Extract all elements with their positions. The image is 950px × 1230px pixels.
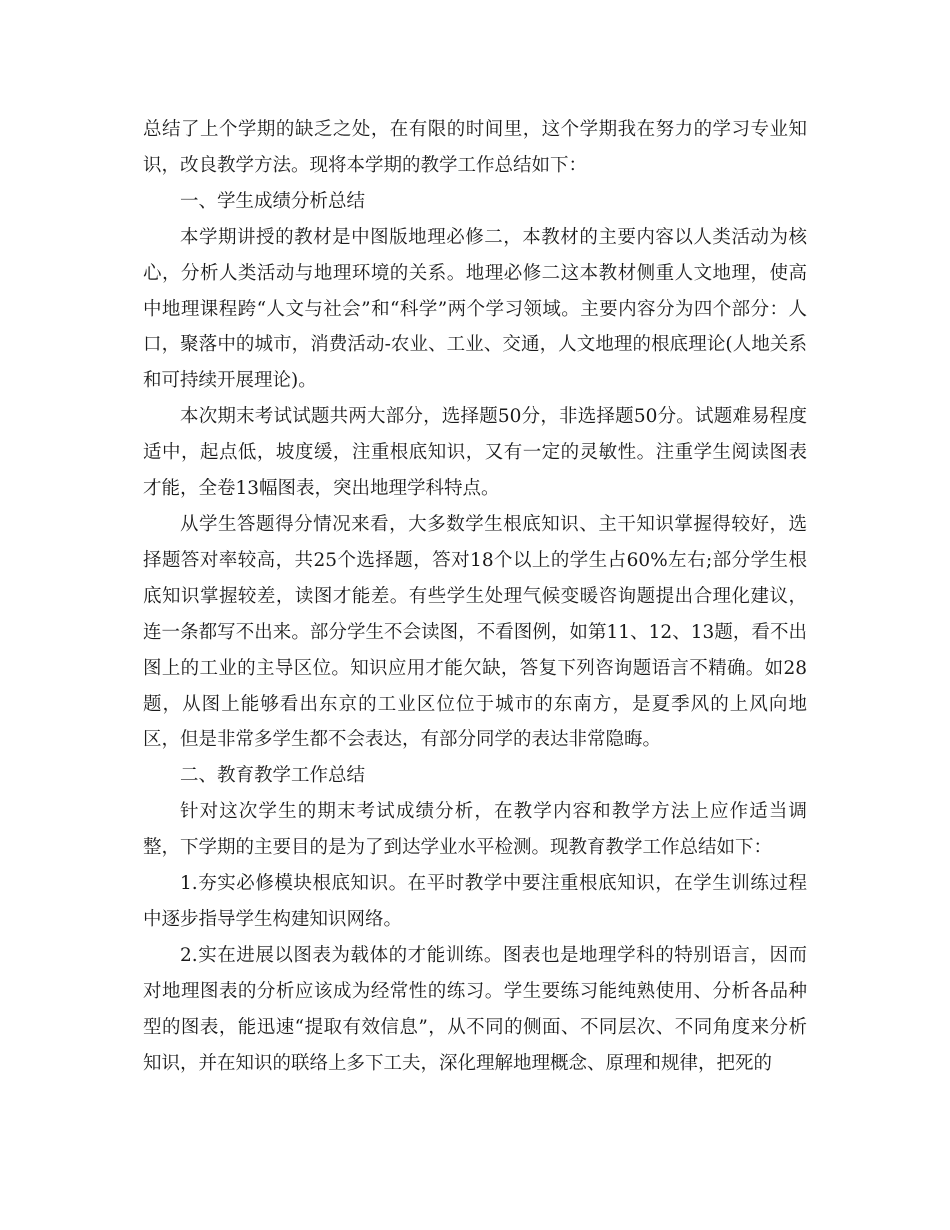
section-heading-2: 二、教育教学工作总结 bbox=[180, 765, 366, 787]
paragraph-textbook: 本学期讲授的教材是中图版地理必修二，本教材的主要内容以人类活动为核心，分析人类活动与地理环境的关系。地理必修二这本教材侧重人文地理，使高中地理课程跨“人文与社会”和“科学”两个学习领域。主要内容分为四个部分：人口，聚落中的城市，消费活动-农业、工业、交通，人文地理的根底理论(人地关系和可持续开展理论)。 bbox=[143, 226, 807, 392]
paragraph-point-1: 1.夯实必修模块根底知识。在平时教学中要注重根底知识，在学生训练过程中逐步指导学生构建知识网络。 bbox=[143, 873, 807, 930]
section-heading-1: 一、学生成绩分析总结 bbox=[180, 190, 366, 212]
paragraph-analysis: 从学生答题得分情况来看，大多数学生根底知识、主干知识掌握得较好，选择题答对率较高，共25个选择题，答对18个以上的学生占60%左右;部分学生根底知识掌握较差，读图才能差。有些学生处理气候变暖咨询题提出合理化建议，连一条都写不出来。部分学生不会读图，不看图例，如第11、12、13题，看不出图上的工业的主导区位。知识应用才能欠缺，答复下列咨询题语言不精确。如28题，从图上能够看出东京的工业区位位于城市的东南方，是夏季风的上风向地区，但是非常多学生都不会表达，有部分同学的表达非常隐晦。 bbox=[143, 513, 807, 751]
paragraph-intro: 总结了上个学期的缺乏之处，在有限的时间里，这个学期我在努力的学习专业知识，改良教学方法。现将本学期的教学工作总结如下： bbox=[143, 119, 807, 176]
paragraph-adjustment: 针对这次学生的期末考试成绩分析，在教学内容和教学方法上应作适当调整，下学期的主要目的是为了到达学业水平检测。现教育教学工作总结如下： bbox=[143, 801, 807, 859]
paragraph-point-2: 2.实在进展以图表为载体的才能训练。图表也是地理学科的特别语言，因而对地理图表的分析应该成为经常性的练习。学生要练习能纯熟使用、分析各品种型的图表，能迅速“提取有效信息”，从不同的侧面、不同层次、不同角度来分析知识，并在知识的联络上多下工夫，深化理解地理概念、原理和规律，把死的 bbox=[143, 944, 807, 1074]
document-body bbox=[143, 112, 807, 1081]
paragraph-exam: 本次期末考试试题共两大部分，选择题50分，非选择题50分。试题难易程度适中，起点低，坡度缓，注重根底知识，又有一定的灵敏性。注重学生阅读图表才能，全卷13幅图表，突出地理学科特点。 bbox=[143, 406, 807, 500]
